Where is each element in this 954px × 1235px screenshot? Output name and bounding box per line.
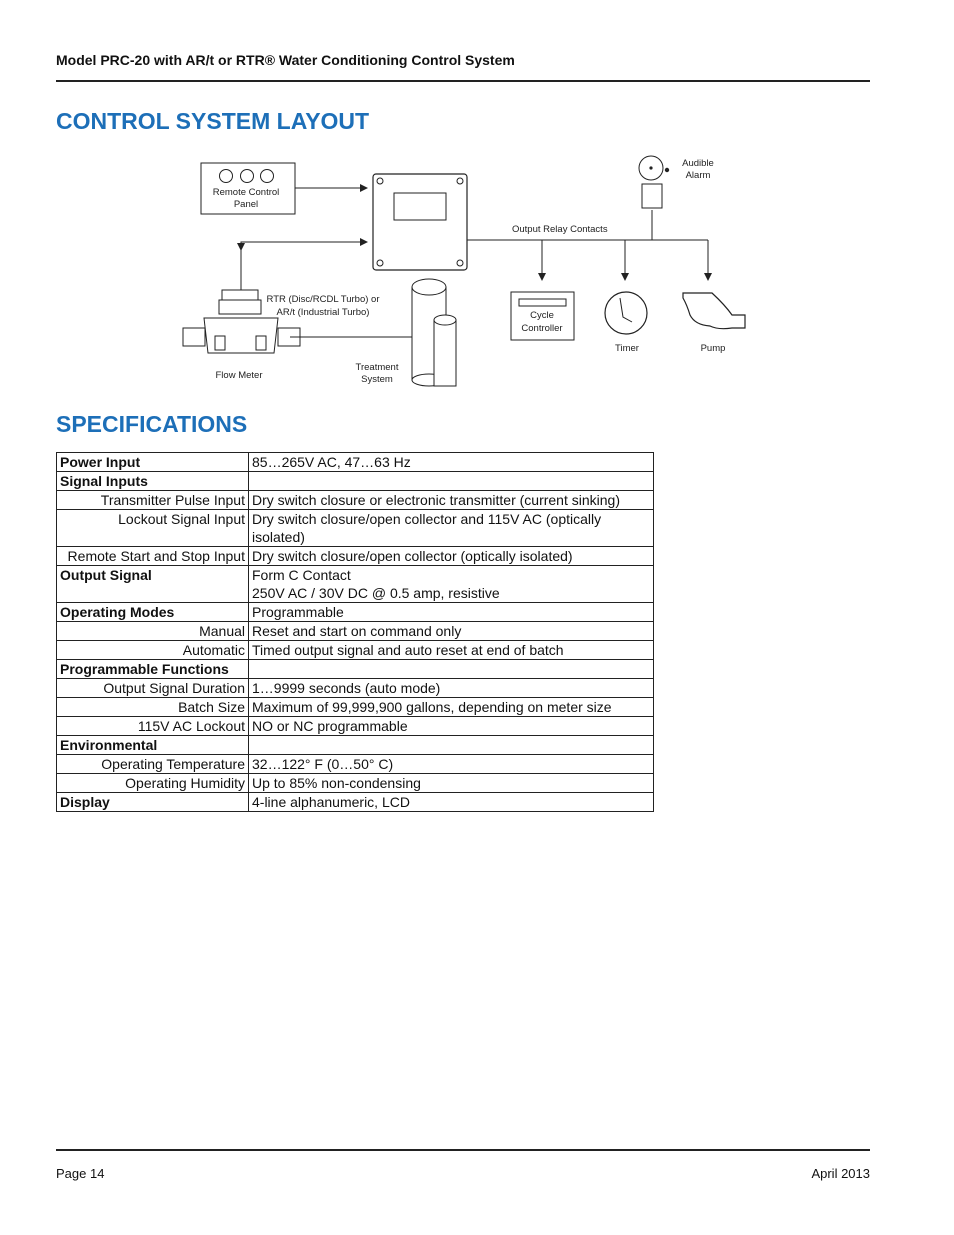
spec-row [57, 603, 654, 622]
spec-row [57, 660, 654, 679]
remote-panel-label-1: Remote Control [212, 187, 280, 198]
cycle-controller-label-2: Controller [521, 323, 563, 334]
audible-alarm-label-1: Audible [682, 158, 714, 169]
spec-row [57, 698, 654, 717]
document-header-title: Model PRC-20 with AR/t or RTR® Water Conditioning Control System [56, 52, 515, 68]
spec-label: Transmitter Pulse Input [57, 491, 249, 510]
pump-icon [683, 293, 745, 354]
spec-value: Form C Contact 250V AC / 30V DC @ 0.5 amp, resistive [249, 566, 654, 603]
spec-value: NO or NC programmable [249, 717, 654, 736]
control-system-layout-heading: CONTROL SYSTEM LAYOUT [56, 108, 370, 134]
output-relay-label: Output Relay Contacts [512, 224, 608, 235]
remote-panel-label-2: Panel [233, 199, 259, 210]
spec-value: Dry switch closure/open collector and 115V AC (optically isolated) [249, 510, 654, 547]
pump-label: Pump [700, 343, 726, 354]
spec-value: Timed output signal and auto reset at end of batch [249, 641, 654, 660]
spec-value: Maximum of 99,999,900 gallons, depending on meter size [249, 698, 654, 717]
spec-label: Output Signal [57, 566, 249, 603]
spec-row [57, 510, 654, 547]
main-controller-enclosure [373, 174, 467, 270]
control-system-diagram [170, 150, 760, 400]
spec-value [249, 472, 654, 491]
spec-value: Programmable [249, 603, 654, 622]
spec-row [57, 679, 654, 698]
treatment-label-1: Treatment [355, 362, 399, 373]
spec-value [249, 736, 654, 755]
spec-value: 32…122° F (0…50° C) [249, 755, 654, 774]
footer-rule [56, 1149, 870, 1151]
spec-label: Environmental [57, 736, 249, 755]
spec-label: Remote Start and Stop Input [57, 547, 249, 566]
spec-row [57, 793, 654, 812]
remote-control-panel [201, 163, 295, 214]
cycle-controller-label-1: Cycle [530, 310, 554, 321]
spec-row [57, 736, 654, 755]
spec-value: 85…265V AC, 47…63 Hz [249, 453, 654, 472]
flow-meter-label: Flow Meter [215, 370, 263, 381]
header-rule [56, 80, 870, 82]
spec-value [249, 660, 654, 679]
spec-label: Manual [57, 622, 249, 641]
spec-label: Automatic [57, 641, 249, 660]
treatment-label-2: System [361, 374, 393, 385]
spec-row [57, 472, 654, 491]
spec-value: 1…9999 seconds (auto mode) [249, 679, 654, 698]
spec-label: Operating Humidity [57, 774, 249, 793]
audible-alarm [639, 156, 714, 208]
spec-label: Programmable Functions [57, 660, 249, 679]
specifications-table [56, 452, 654, 812]
spec-row [57, 566, 654, 603]
spec-label: Lockout Signal Input [57, 510, 249, 547]
publication-date: April 2013 [811, 1166, 870, 1181]
audible-alarm-label-2: Alarm [685, 170, 711, 181]
spec-value: Dry switch closure or electronic transmitter (current sinking) [249, 491, 654, 510]
spec-label: Signal Inputs [57, 472, 249, 491]
meter-to-controller-arrow [241, 242, 367, 290]
spec-value: Reset and start on command only [249, 622, 654, 641]
spec-row [57, 547, 654, 566]
timer-icon [605, 292, 647, 354]
spec-row [57, 755, 654, 774]
spec-row [57, 774, 654, 793]
rtr-label-2: AR/t (Industrial Turbo) [276, 307, 370, 318]
spec-label: 115V AC Lockout [57, 717, 249, 736]
specifications-heading: SPECIFICATIONS [56, 411, 248, 437]
page-number: Page 14 [56, 1166, 105, 1181]
timer-label: Timer [615, 343, 639, 354]
spec-row [57, 491, 654, 510]
rtr-label-1: RTR (Disc/RCDL Turbo) or [266, 294, 380, 305]
spec-label: Display [57, 793, 249, 812]
spec-row [57, 453, 654, 472]
spec-label: Output Signal Duration [57, 679, 249, 698]
spec-label: Operating Temperature [57, 755, 249, 774]
spec-value: 4-line alphanumeric, LCD [249, 793, 654, 812]
spec-label: Power Input [57, 453, 249, 472]
spec-row [57, 717, 654, 736]
spec-label: Operating Modes [57, 603, 249, 622]
spec-label: Batch Size [57, 698, 249, 717]
spec-value: Dry switch closure/open collector (optically isolated) [249, 547, 654, 566]
cycle-controller [511, 292, 574, 340]
spec-row [57, 622, 654, 641]
spec-row [57, 641, 654, 660]
spec-value: Up to 85% non-condensing [249, 774, 654, 793]
